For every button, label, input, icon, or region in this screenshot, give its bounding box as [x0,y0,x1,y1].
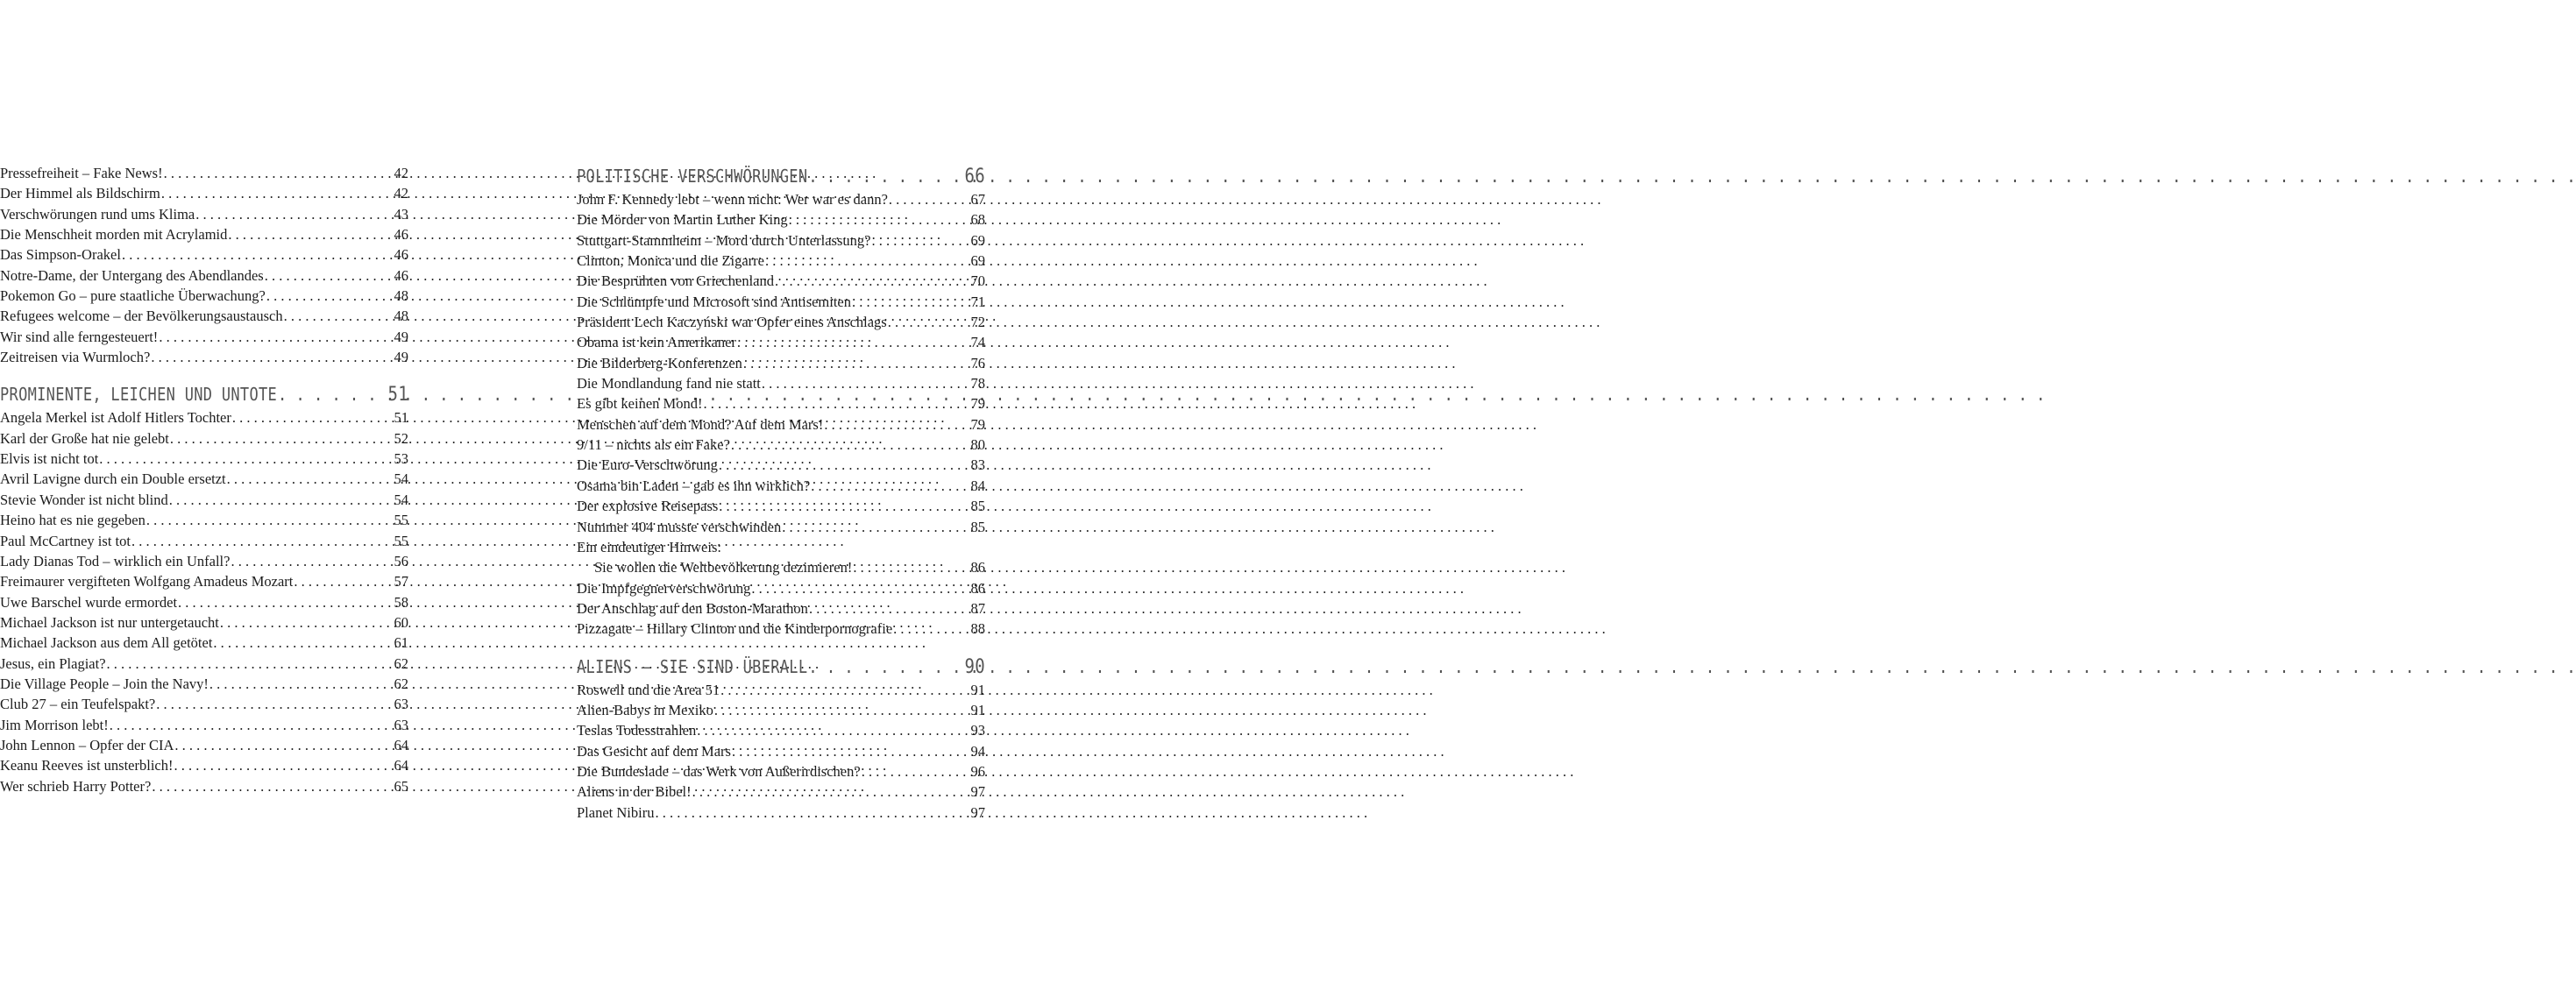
entry-title: Obama ist kein Amerikaner [577,334,736,351]
entry-page-number: 70 [970,272,985,290]
right-page [577,163,985,823]
dot-leader [212,633,365,653]
toc-entry [0,407,408,428]
entry-title: Jim Morrison lebt! [0,716,109,733]
toc-entry [0,715,408,735]
entry-page-number: 63 [394,696,408,713]
entry-page-number: 69 [970,252,985,270]
entry-page-number: 46 [394,266,408,284]
entry-page-number: 51 [394,409,408,427]
section-page-number: 66 [964,165,985,187]
dot-leader [266,286,365,306]
entry-page-number: 53 [394,450,408,468]
dot-leader [227,224,365,244]
entry-page-number: 55 [394,532,408,549]
dot-leader [131,531,365,551]
toc-entry [0,694,408,714]
toc-entry [577,292,985,312]
toc-entry [0,674,408,694]
dot-leader [870,230,941,251]
entry-page-number: 78 [970,375,985,392]
entry-page-number: 62 [394,654,408,672]
dot-leader [173,755,365,775]
dot-leader [219,612,365,633]
dot-leader [764,251,941,271]
entry-title: Der Anschlag auf den Boston-Marathon [577,599,808,617]
entry-page-number: 74 [970,334,985,351]
entry-page-number: 79 [970,415,985,433]
dot-leader [163,163,365,183]
dot-leader [713,700,941,720]
entry-page-number: 49 [394,328,408,345]
dot-leader [807,652,941,682]
entry-title: Jesus, ein Plagiat? [0,654,106,672]
dot-leader [98,449,365,469]
entry-title: Avril Lavigne durch ein Double ersetzt [0,470,226,488]
toc-entry [0,428,408,449]
toc-entry [577,414,985,435]
dot-leader [160,183,365,203]
entry-page-number: 94 [970,742,985,760]
toc-entry [577,517,985,537]
entry-title: Verschwörungen rund ums Klima [0,205,195,223]
entry-title: Alien-Babys in Mexiko [577,701,713,718]
entry-page-number: 54 [394,491,408,508]
dot-leader [169,428,365,449]
entry-page-number: 97 [970,803,985,821]
entry-title: John Lennon – Opfer der CIA [0,736,174,753]
dot-leader [851,292,941,312]
dot-leader [195,204,365,224]
dot-leader [718,496,941,516]
section-title: ALIENS – SIE SIND ÜBERALL [577,656,808,678]
entry-title: Elvis ist nicht tot [0,450,99,468]
dot-leader [892,619,941,639]
entry-page-number: 46 [394,246,408,264]
entry-page-number: 91 [970,681,985,698]
entry-page-number: 79 [970,395,985,413]
dot-leader [742,353,941,373]
toc-entry [577,700,985,720]
dot-leader [730,435,941,455]
entry-title: Karl der Große hat nie gelebt [0,429,169,447]
entry-page-number: 84 [970,477,985,494]
entry-title: Pokemon Go – pure staatliche Überwachung? [0,287,266,305]
entry-page-number: 76 [970,354,985,371]
entry-title: Präsident Lech Kaczyński war Opfer eines Anschlags [577,314,887,331]
entry-list [577,189,985,537]
entry-title: Club 27 – ein Teufelspakt? [0,696,156,713]
toc-entry [577,230,985,251]
entry-title: Freimaurer vergifteten Wolfgang Amadeus Mozart [0,573,294,591]
toc-entry [577,741,985,761]
entry-title: Pressefreiheit – Fake News! [0,165,163,181]
dot-leader [774,271,941,291]
entry-title: John F. Kennedy lebt – wenn nicht: Wer war es dann? [577,191,888,208]
toc-entry [577,496,985,516]
entry-page-number: 97 [970,783,985,801]
toc-entry [577,312,985,332]
entry-page-number: 85 [970,518,985,535]
toc-entry [577,761,985,781]
entry-title: Wir sind alle ferngesteuert! [0,328,159,345]
entry-title: Zeitreisen via Wurmloch? [0,349,151,366]
toc-entry [0,612,408,633]
entry-title: Heino hat es nie gegeben [0,512,145,529]
entry-page-number: 42 [394,185,408,202]
toc-entry [577,373,985,393]
entry-title: Planet Nibiru [577,803,655,821]
toc-entry [0,163,408,183]
dot-leader [781,517,941,537]
entry-page-number: 91 [970,701,985,718]
toc-entry [0,224,408,244]
entry-title: Die Village People – Join the Navy! [0,675,209,692]
dot-leader [823,414,941,435]
entry-page-number: 60 [394,613,408,631]
dot-leader [226,469,365,489]
toc-entry [577,271,985,291]
toc-entry [577,476,985,496]
entry-page-number: 80 [970,436,985,454]
entry-title: Der Himmel als Bildschirm [0,185,160,202]
toc-entry-line [577,537,985,557]
entry-title: Ein eindeutiger Hinweis: [577,538,721,555]
section-page-number: 51 [387,383,408,407]
toc-entry [0,510,408,530]
entry-title: Das Simpson-Orakel [0,246,121,264]
entry-title: Nummer 404 musste verschwinden [577,518,782,535]
dot-leader [731,741,941,761]
toc-entry [0,531,408,551]
toc-entry [0,286,408,306]
toc-entry [577,803,985,823]
entry-page-number: 63 [394,716,408,733]
entry-page-number: 54 [394,470,408,488]
toc-entry [577,435,985,455]
entry-page-number: 69 [970,231,985,249]
toc-entry [0,735,408,755]
dot-leader [736,332,941,352]
entry-title: Die Bilderberg-Konferenzen [577,354,742,371]
entry-page-number: 85 [970,498,985,515]
dot-leader [750,578,941,598]
dot-leader [230,551,365,571]
entry-page-number: 65 [394,777,408,795]
entry-page-number: 42 [394,165,408,181]
dot-leader [887,312,941,332]
toc-entry [0,204,408,224]
entry-page-number: 48 [394,308,408,325]
left-page [0,163,408,796]
entry-title: 9/11 – nichts als ein Fake? [577,436,730,454]
entry-title: Michael Jackson ist nur untergetaucht [0,613,219,631]
entry-list [0,163,408,367]
toc-entry [577,209,985,230]
entry-page-number: 68 [970,211,985,229]
entry-title: Die Impfgegnerverschwörung [577,579,751,597]
section-heading [0,379,408,410]
entry-page-number: 72 [970,314,985,331]
toc-entry [0,490,408,510]
entry-title: Lady Dianas Tod – wirklich ein Unfall? [0,552,231,569]
toc-entry [577,598,985,619]
entry-title: Stuttgart-Stammheim – Mord durch Unterlassung? [577,231,871,249]
entry-title: Die Mondlandung fand nie statt [577,375,761,392]
entry-title: Die Schlümpfe und Microsoft sind Antisemiten [577,293,852,310]
entry-title: Teslas Todesstrahlen [577,722,697,739]
dot-leader [761,373,941,393]
dot-leader [150,347,365,367]
entry-title: Es gibt keinen Mond! [577,395,703,413]
entry-page-number: 64 [394,757,408,774]
entry-title: Refugees welcome – der Bevölkerungsaustausch [0,308,283,325]
toc-entry [0,571,408,591]
toc-entry [577,393,985,414]
section-title: POLITISCHE VERSCHWÖRUNGEN [577,166,808,187]
toc-entry [0,469,408,489]
toc-entry [0,755,408,775]
toc-entry [0,654,408,674]
toc-entry [577,332,985,352]
entry-title: Die Euro-Verschwörung [577,456,718,474]
toc-entry [0,327,408,347]
entry-title: Die Menschheit morden mit Acrylamid [0,226,228,244]
entry-page-number: 96 [970,762,985,780]
entry-page-number: 43 [394,205,408,223]
toc-entry [0,776,408,796]
dot-leader [177,592,365,612]
toc-entry [577,251,985,271]
section-heading [577,160,985,191]
toc-entry [577,619,985,639]
toc-entry [577,578,985,598]
dot-leader [145,510,365,530]
dot-leader [807,161,941,192]
entry-page-number: 48 [394,287,408,305]
entry-page-number: 93 [970,722,985,739]
toc-entry [0,551,408,571]
dot-leader [168,490,365,510]
toc-entry [0,347,408,367]
toc-entry [0,244,408,265]
toc-entry [0,183,408,203]
section-heading [577,651,985,682]
entry-title: Sie wollen die Weltbevölkerung dezimieren! [594,559,853,576]
toc-entry [0,633,408,653]
entry-page-number: 71 [970,293,985,310]
entry-page-number: 86 [970,559,985,576]
entry-title: Osama bin Laden – gab es ihn wirklich? [577,477,811,494]
entry-list [577,578,985,640]
entry-title: Die Bundeslade – das Werk von Außerirdischen? [577,762,861,780]
entry-title: Die Besprühten von Griechenland [577,272,774,290]
entry-page-number: 61 [394,634,408,652]
toc-entry [0,592,408,612]
entry-title: Notre-Dame, der Untergang des Abendlandes [0,266,264,284]
entry-title: Aliens in der Bibel! [577,783,692,801]
entry-page-number: 64 [394,736,408,753]
entry-page-number: 87 [970,599,985,617]
dot-leader [174,735,365,755]
dot-leader [696,720,941,740]
dot-leader [810,476,941,496]
dot-leader [654,803,941,823]
section-title: PROMINENTE, LEICHEN UND UNTOTE [0,385,278,407]
dot-leader [808,598,941,619]
toc-entry [0,265,408,286]
dot-leader [264,265,365,286]
entry-title: Angela Merkel ist Adolf Hitlers Tochter [0,409,231,427]
dot-leader [788,209,941,230]
dot-leader [692,781,941,802]
dot-leader [852,557,941,577]
dot-leader [106,654,365,674]
entry-title: Keanu Reeves ist unsterblich! [0,757,174,774]
entry-page-number: 83 [970,456,985,474]
dot-leader [702,393,941,414]
dot-leader [718,455,941,475]
entry-title: Wer schrieb Harry Potter? [0,777,152,795]
entry-title: Der explosive Reisepass [577,498,719,515]
entry-title: Michael Jackson aus dem All getötet [0,634,213,652]
entry-page-number: 88 [970,620,985,638]
toc-entry [0,306,408,326]
toc-entry [577,720,985,740]
entry-title: Uwe Barschel wurde ermordet [0,593,178,611]
entry-page-number: 58 [394,593,408,611]
dot-leader [293,571,365,591]
entry-title: Die Mörder von Martin Luther King [577,211,788,229]
entry-page-number: 46 [394,226,408,244]
entry-page-number: 56 [394,552,408,569]
entry-title: Stevie Wonder ist nicht blind [0,491,168,508]
toc-entry [577,455,985,475]
entry-page-number: 52 [394,429,408,447]
dot-leader [109,715,365,735]
dot-leader [158,327,365,347]
entry-page-number: 62 [394,675,408,692]
entry-list [0,407,408,796]
dot-leader [283,306,365,326]
entry-title: Pizzagate – Hillary Clinton und die Kinderpornografie [577,620,893,638]
dot-leader [155,694,365,714]
toc-entry [577,557,985,577]
dot-leader [121,244,365,265]
dot-leader [277,380,365,411]
entry-list [577,680,985,823]
toc-entry [0,449,408,469]
entry-page-number: 86 [970,579,985,597]
entry-page-number: 57 [394,573,408,591]
dot-leader [861,761,941,781]
toc-entry [577,781,985,802]
entry-title: Das Gesicht auf dem Mars [577,742,731,760]
toc-entry [577,353,985,373]
dot-leader [151,776,365,796]
entry-page-number: 67 [970,191,985,208]
dot-leader [231,407,365,428]
entry-title: Paul McCartney ist tot [0,532,131,549]
entry-title: Menschen auf dem Mond? Auf dem Mars! [577,415,824,433]
entry-title: Roswell und die Area 51 [577,681,720,698]
entry-page-number: 49 [394,349,408,366]
section-page-number: 90 [964,654,985,678]
dot-leader [209,674,365,694]
entry-page-number: 55 [394,512,408,529]
entry-title: Clinton, Monica und die Zigarre [577,252,764,270]
